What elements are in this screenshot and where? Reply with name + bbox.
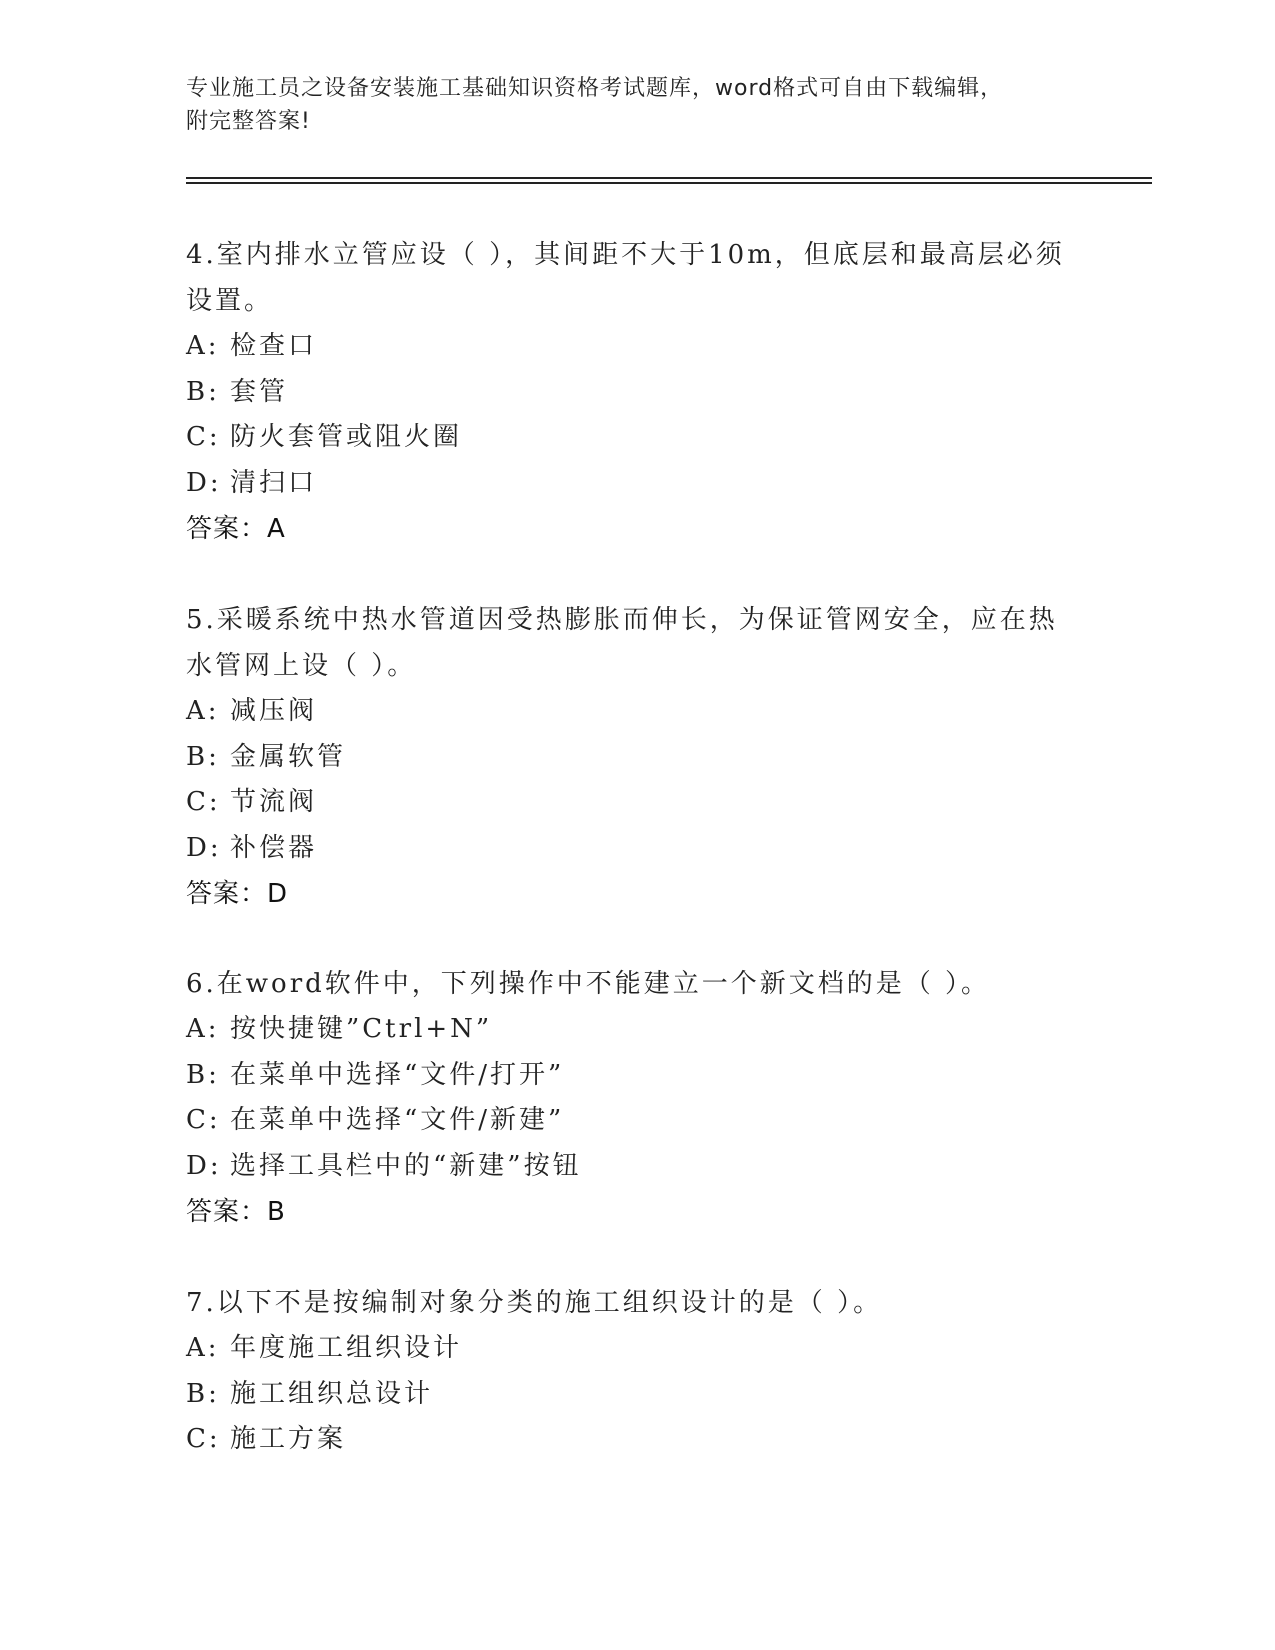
option-key: D: xyxy=(186,467,222,498)
header-line-2: 附完整答案! xyxy=(186,109,311,134)
option-c xyxy=(186,780,1066,826)
option-a xyxy=(186,1326,1066,1372)
option-key: A: xyxy=(186,1014,220,1044)
option-b xyxy=(186,1053,1066,1099)
option-a xyxy=(186,689,1066,735)
option-c xyxy=(186,1417,1066,1463)
option-d xyxy=(186,826,1066,872)
option-key: C: xyxy=(186,1424,221,1454)
option-text: 减压阀 xyxy=(230,696,318,726)
option-text: 补偿器 xyxy=(230,832,318,863)
option-key: B: xyxy=(186,376,220,407)
option-key: A: xyxy=(186,696,220,726)
option-a xyxy=(186,324,1066,370)
option-b xyxy=(186,370,1066,416)
question-5 xyxy=(186,597,1066,917)
option-text: 按快捷键”Ctrl+N” xyxy=(230,1014,493,1044)
question-7 xyxy=(186,1280,1066,1463)
answer-line: 答案：D xyxy=(186,879,289,909)
header-line-1: 专业施工员之设备安装施工基础知识资格考试题库，word格式可自由下载编辑， xyxy=(186,76,1004,101)
answer-line: 答案：B xyxy=(186,1197,286,1227)
document-header xyxy=(186,72,1066,138)
option-key: C: xyxy=(186,422,221,452)
option-text: 施工组织总设计 xyxy=(230,1378,434,1409)
header-divider-bottom xyxy=(186,182,1152,184)
option-text: 防火套管或阻火圈 xyxy=(230,422,463,452)
option-text: 检查口 xyxy=(230,331,318,361)
option-text: 施工方案 xyxy=(230,1424,347,1454)
option-key: D: xyxy=(186,832,222,863)
option-key: B: xyxy=(186,741,220,772)
option-c xyxy=(186,1098,1066,1144)
option-text: 在菜单中选择“文件/打开” xyxy=(230,1059,565,1090)
option-text: 节流阀 xyxy=(230,787,318,817)
option-key: D: xyxy=(186,1150,222,1181)
option-key: C: xyxy=(186,1105,221,1135)
question-stem: 5.采暖系统中热水管道因受热膨胀而伸长，为保证管网安全，应在热水管网上设（ ）。 xyxy=(186,605,1058,681)
option-b xyxy=(186,1372,1066,1418)
option-d xyxy=(186,461,1066,507)
option-text: 金属软管 xyxy=(230,741,347,772)
question-stem: 7.以下不是按编制对象分类的施工组织设计的是（ ）。 xyxy=(186,1288,883,1318)
option-text: 选择工具栏中的“新建”按钮 xyxy=(230,1150,582,1181)
option-key: A: xyxy=(186,1333,220,1363)
question-stem: 6.在word软件中，下列操作中不能建立一个新文档的是（ ）。 xyxy=(186,969,991,999)
header-divider-top xyxy=(186,177,1152,179)
option-key: C: xyxy=(186,787,221,817)
question-stem: 4.室内排水立管应设（ ），其间距不大于10m，但底层和最高层必须设置。 xyxy=(186,240,1065,316)
option-text: 清扫口 xyxy=(230,467,318,498)
option-key: A: xyxy=(186,331,220,361)
option-key: B: xyxy=(186,1378,220,1409)
option-text: 在菜单中选择“文件/新建” xyxy=(230,1105,565,1135)
option-text: 套管 xyxy=(230,376,289,407)
answer-line: 答案：A xyxy=(186,514,286,544)
option-key: B: xyxy=(186,1059,220,1090)
question-4 xyxy=(186,232,1066,552)
option-text: 年度施工组织设计 xyxy=(230,1333,463,1363)
option-a xyxy=(186,1007,1066,1053)
option-d xyxy=(186,1144,1066,1190)
option-b xyxy=(186,735,1066,781)
option-c xyxy=(186,415,1066,461)
question-6 xyxy=(186,961,1066,1235)
